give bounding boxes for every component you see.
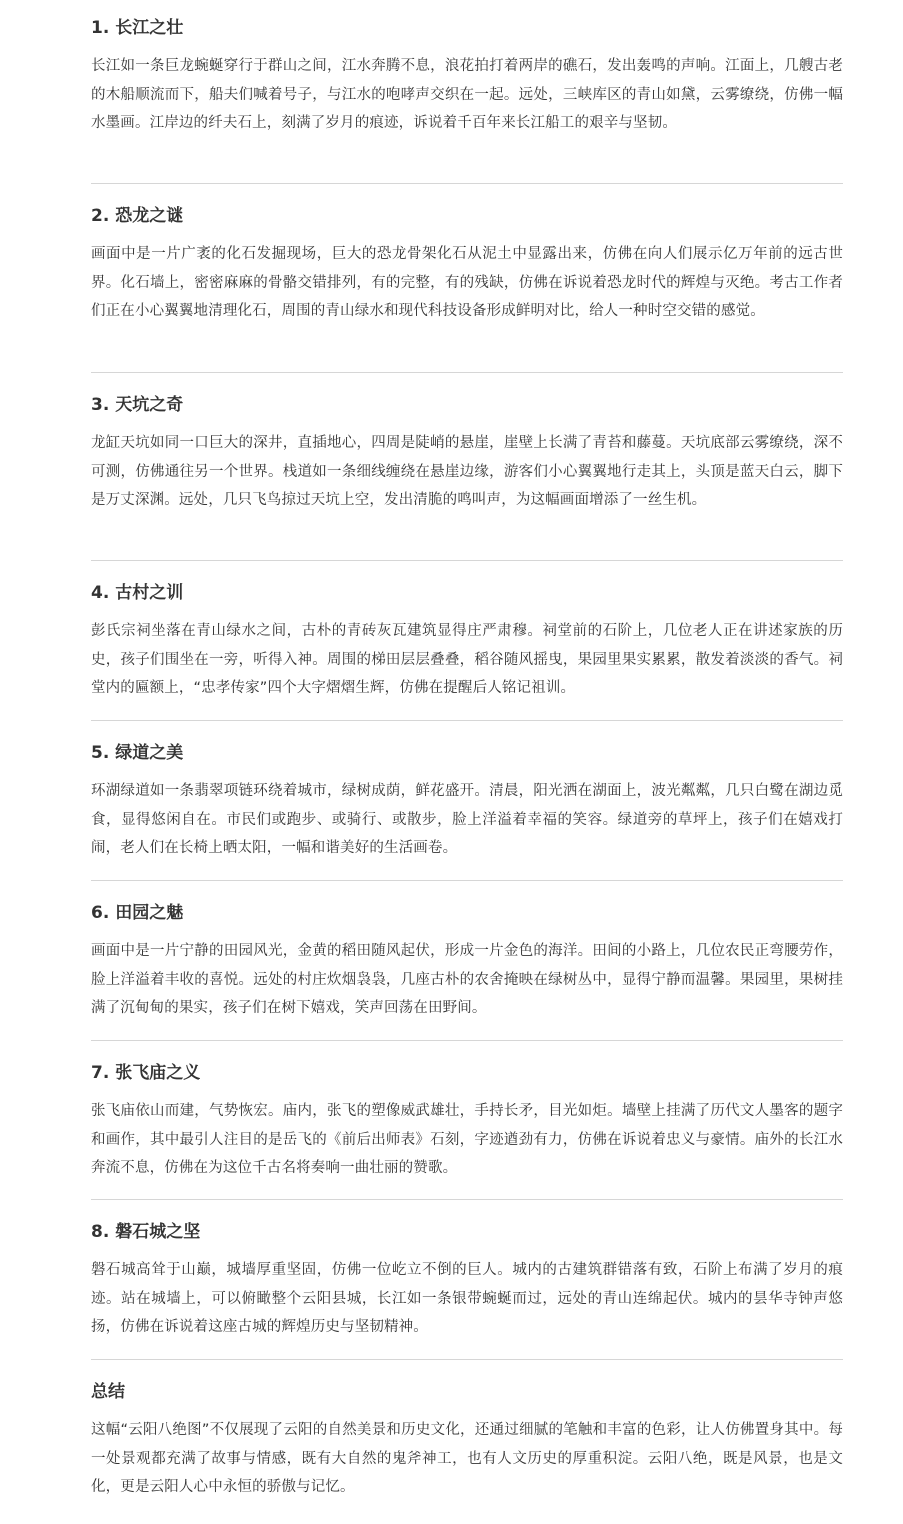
section-body: 张飞庙依山而建，气势恢宏。庙内，张飞的塑像威武雄壮，手持长矛，目光如炬。墙壁上挂满了历代文人墨客的题字和画作，其中最引人注目的是岳飞的《前后出师表》石刻，字迹遒劲有力，仿佛在诉说着忠义与豪情。庙外的长江水奔流不息，仿佛在为这位千古名将奏响一曲壮丽的赞歌。 xyxy=(91,1103,843,1176)
section-tianyuan xyxy=(91,902,843,1023)
section-title: 5. 绿道之美 xyxy=(91,743,184,763)
section-title: 7. 张飞庙之义 xyxy=(91,1063,201,1083)
section-divider xyxy=(91,560,843,561)
section-body: 长江如一条巨龙蜿蜒穿行于群山之间，江水奔腾不息，浪花拍打着两岸的礁石，发出轰鸣的声响。江面上，几艘古老的木船顺流而下，船夫们喊着号子，与江水的咆哮声交织在一起。远处，三峡库区的青山如黛，云雾缭绕，仿佛一幅水墨画。江岸边的纤夫石上，刻满了岁月的痕迹，诉说着千百年来长江船工的艰辛与坚韧。 xyxy=(91,58,843,131)
section-title: 2. 恐龙之谜 xyxy=(91,206,184,226)
section-title: 4. 古村之训 xyxy=(91,583,184,603)
section-zhangfeimiao xyxy=(91,1062,843,1183)
section-body: 画面中是一片宁静的田园风光，金黄的稻田随风起伏，形成一片金色的海洋。田间的小路上，几位农民正弯腰劳作，脸上洋溢着丰收的喜悦。远处的村庄炊烟袅袅，几座古朴的农舍掩映在绿树丛中，显得宁静而温馨。果园里，果树挂满了沉甸甸的果实，孩子们在树下嬉戏，笑声回荡在田野间。 xyxy=(91,943,843,1016)
section-konglong xyxy=(91,205,843,326)
section-panshicheng xyxy=(91,1221,843,1342)
section-gucun xyxy=(91,582,843,703)
section-divider xyxy=(91,1040,843,1041)
section-divider xyxy=(91,880,843,881)
section-lvdao xyxy=(91,742,843,863)
section-body: 彭氏宗祠坐落在青山绿水之间，古朴的青砖灰瓦建筑显得庄严肃穆。祠堂前的石阶上，几位老人正在讲述家族的历史，孩子们围坐在一旁，听得入神。周围的梯田层层叠叠，稻谷随风摇曳，果园里果实累累，散发着淡淡的香气。祠堂内的匾额上，“忠孝传家”四个大字熠熠生辉，仿佛在提醒后人铭记祖训。 xyxy=(91,623,843,696)
section-changjiang xyxy=(91,17,843,138)
section-divider xyxy=(91,372,843,373)
section-body: 环湖绿道如一条翡翠项链环绕着城市，绿树成荫，鲜花盛开。清晨，阳光洒在湖面上，波光粼粼，几只白鹭在湖边觅食，显得悠闲自在。市民们或跑步、或骑行、或散步，脸上洋溢着幸福的笑容。绿道旁的草坪上，孩子们在嬉戏打闹，老人们在长椅上晒太阳，一幅和谐美好的生活画卷。 xyxy=(91,783,843,856)
section-tiankeng xyxy=(91,394,843,515)
section-title: 8. 磐石城之坚 xyxy=(91,1222,201,1242)
section-body: 这幅“云阳八绝图”不仅展现了云阳的自然美景和历史文化，还通过细腻的笔触和丰富的色彩，让人仿佛置身其中。每一处景观都充满了故事与情感，既有大自然的鬼斧神工，也有人文历史的厚重积淀。云阳八绝，既是风景，也是文化，更是云阳人心中永恒的骄傲与记忆。 xyxy=(91,1422,843,1495)
section-body: 画面中是一片广袤的化石发掘现场，巨大的恐龙骨架化石从泥土中显露出来，仿佛在向人们展示亿万年前的远古世界。化石墙上，密密麻麻的骨骼交错排列，有的完整，有的残缺，仿佛在诉说着恐龙时代的辉煌与灭绝。考古工作者们正在小心翼翼地清理化石，周围的青山绿水和现代科技设备形成鲜明对比，给人一种时空交错的感觉。 xyxy=(91,246,843,319)
section-body: 磐石城高耸于山巅，城墙厚重坚固，仿佛一位屹立不倒的巨人。城内的古建筑群错落有致，石阶上布满了岁月的痕迹。站在城墙上，可以俯瞰整个云阳县城，长江如一条银带蜿蜒而过，远处的青山连绵起伏。城内的昙华寺钟声悠扬，仿佛在诉说着这座古城的辉煌历史与坚韧精神。 xyxy=(91,1262,843,1335)
section-divider xyxy=(91,720,843,721)
section-title: 6. 田园之魅 xyxy=(91,903,184,923)
section-divider xyxy=(91,183,843,184)
section-title: 1. 长江之壮 xyxy=(91,18,184,38)
section-title: 3. 天坑之奇 xyxy=(91,395,184,415)
section-title: 总结 xyxy=(91,1382,125,1402)
section-divider xyxy=(91,1359,843,1360)
section-body: 龙缸天坑如同一口巨大的深井，直插地心，四周是陡峭的悬崖，崖壁上长满了青苔和藤蔓。天坑底部云雾缭绕，深不可测，仿佛通往另一个世界。栈道如一条细线缠绕在悬崖边缘，游客们小心翼翼地行走其上，头顶是蓝天白云，脚下是万丈深渊。远处，几只飞鸟掠过天坑上空，发出清脆的鸣叫声，为这幅画面增添了一丝生机。 xyxy=(91,435,843,508)
section-summary xyxy=(91,1381,843,1502)
section-divider xyxy=(91,1199,843,1200)
